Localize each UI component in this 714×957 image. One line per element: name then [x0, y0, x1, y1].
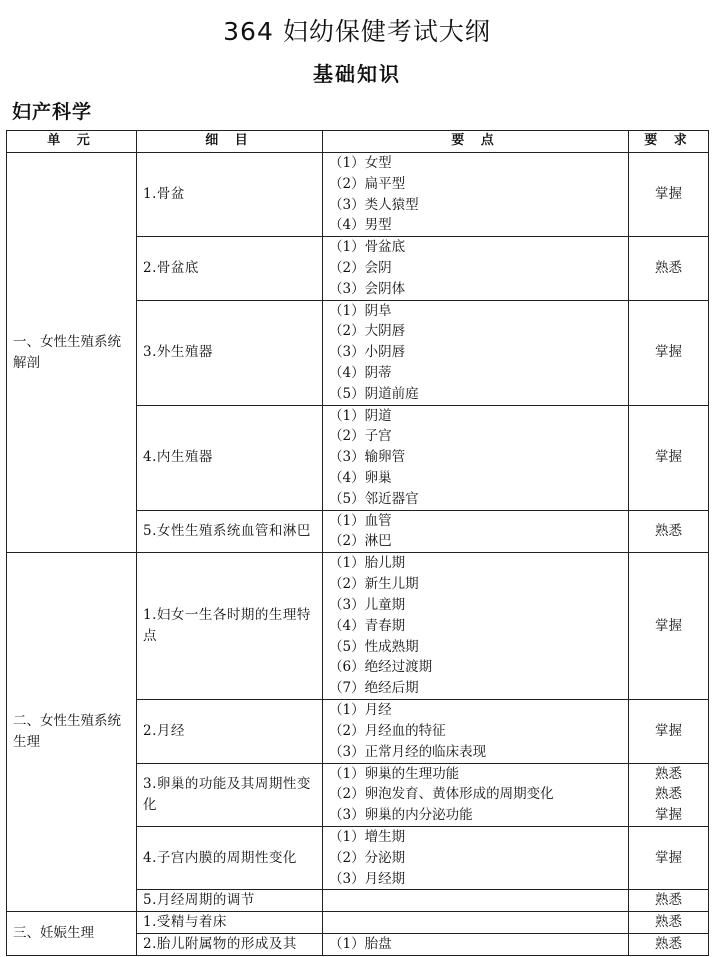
requirement-cell — [629, 826, 709, 889]
item-cell: 3.卵巢的功能及其周期性变化 — [137, 763, 323, 826]
section-title: 妇产科学 — [12, 101, 93, 123]
table-header-row — [7, 131, 709, 153]
points-cell — [323, 763, 629, 826]
requirement-cell — [629, 237, 709, 300]
points-cell — [323, 237, 629, 300]
requirement-level: 熟悉 — [655, 259, 682, 276]
point-line: （1）月经 — [329, 702, 392, 719]
table-row — [7, 912, 709, 934]
header-item: 细 目 — [137, 131, 323, 153]
requirement-cell — [629, 153, 709, 237]
point-line: （3）正常月经的临床表现 — [329, 743, 487, 760]
item-cell: 4.内生殖器 — [137, 405, 323, 510]
item-cell: 2.月经 — [137, 700, 323, 763]
point-line: （3）卵巢的内分泌功能 — [329, 807, 473, 824]
header-unit: 单 元 — [7, 131, 137, 153]
point-line: （4）阴蒂 — [329, 364, 392, 381]
points-cell — [323, 826, 629, 889]
syllabus-table — [6, 130, 709, 956]
header-points: 要 点 — [323, 131, 629, 153]
point-line: （2）卵泡发育、黄体形成的周期变化 — [329, 786, 554, 803]
item-cell: 2.骨盆底 — [137, 237, 323, 300]
requirement-level: 掌握 — [655, 617, 682, 634]
point-line: （1）血管 — [329, 512, 392, 529]
header-requirement: 要 求 — [629, 131, 709, 153]
point-line: （6）绝经过渡期 — [329, 659, 433, 676]
requirement-level: 掌握 — [655, 344, 682, 361]
table-row — [7, 553, 709, 700]
points-cell — [323, 933, 629, 955]
requirement-level: 掌握 — [655, 807, 682, 824]
unit-cell: 一、女性生殖系统解剖 — [7, 153, 137, 553]
points-cell — [323, 510, 629, 553]
points-cell — [323, 912, 629, 934]
point-line: （3）输卵管 — [329, 449, 406, 466]
syllabus-body — [7, 153, 709, 956]
requirement-level: 熟悉 — [655, 914, 682, 931]
requirement-level: 熟悉 — [655, 765, 682, 782]
points-cell — [323, 153, 629, 237]
table-row — [7, 153, 709, 237]
point-line: （3）会阴体 — [329, 280, 406, 297]
item-cell: 5.月经周期的调节 — [137, 890, 323, 912]
requirement-level: 熟悉 — [655, 522, 682, 539]
unit-cell: 三、妊娠生理 — [7, 912, 137, 956]
points-cell — [323, 890, 629, 912]
requirement-level: 掌握 — [655, 186, 682, 203]
point-line: （4）卵巢 — [329, 469, 392, 486]
point-line: （4）青春期 — [329, 617, 406, 634]
requirement-cell — [629, 300, 709, 405]
point-line: （1）卵巢的生理功能 — [329, 765, 460, 782]
points-cell — [323, 300, 629, 405]
unit-cell: 二、女性生殖系统生理 — [7, 553, 137, 912]
requirement-level: 熟悉 — [655, 935, 682, 952]
point-line: （2）分泌期 — [329, 849, 406, 866]
requirement-level: 掌握 — [655, 849, 682, 866]
point-line: （2）扁平型 — [329, 175, 406, 192]
item-cell: 1.骨盆 — [137, 153, 323, 237]
requirement-cell — [629, 933, 709, 955]
requirement-level: 熟悉 — [655, 786, 682, 803]
point-line: （1）女型 — [329, 155, 392, 171]
point-line: （5）性成熟期 — [329, 638, 419, 655]
points-cell — [323, 700, 629, 763]
item-cell: 5.女性生殖系统血管和淋巴 — [137, 510, 323, 553]
item-cell: 3.外生殖器 — [137, 300, 323, 405]
point-line: （3）小阴唇 — [329, 344, 406, 361]
requirement-cell — [629, 890, 709, 912]
point-line: （2）会阴 — [329, 259, 392, 276]
point-line: （3）类人猿型 — [329, 196, 419, 213]
item-cell: 1.受精与着床 — [137, 912, 323, 934]
point-line: （2）新生儿期 — [329, 576, 419, 593]
point-line: （1）阴阜 — [329, 302, 392, 319]
requirement-cell — [629, 700, 709, 763]
point-line: （1）阴道 — [329, 407, 392, 424]
point-line: （4）男型 — [329, 217, 392, 234]
requirement-cell — [629, 405, 709, 510]
requirement-cell — [629, 553, 709, 700]
point-line: （5）阴道前庭 — [329, 385, 419, 402]
point-line: （7）绝经后期 — [329, 680, 419, 697]
point-line: （5）邻近器官 — [329, 490, 419, 507]
point-line: （3）儿童期 — [329, 596, 406, 613]
point-line: （2）子宫 — [329, 428, 392, 445]
requirement-cell — [629, 763, 709, 826]
requirement-level: 掌握 — [655, 449, 682, 466]
document-title: 364 妇幼保健考试大纲 — [223, 17, 491, 46]
document-subtitle: 基础知识 — [313, 62, 401, 86]
requirement-level: 熟悉 — [655, 892, 682, 909]
point-line: （3）月经期 — [329, 870, 406, 887]
requirement-level: 掌握 — [655, 722, 682, 739]
item-cell: 1.妇女一生各时期的生理特点 — [137, 553, 323, 700]
item-cell: 4.子宫内膜的周期性变化 — [137, 826, 323, 889]
item-cell: 2.胎儿附属物的形成及其 — [137, 933, 323, 955]
point-line: （1）骨盆底 — [329, 239, 406, 256]
point-line: （1）胎儿期 — [329, 555, 406, 572]
requirement-cell — [629, 510, 709, 553]
point-line: （1）胎盘 — [329, 935, 392, 952]
requirement-cell — [629, 912, 709, 934]
point-line: （2）月经血的特征 — [329, 722, 446, 739]
point-line: （2）淋巴 — [329, 533, 392, 550]
point-line: （2）大阴唇 — [329, 323, 406, 340]
points-cell — [323, 553, 629, 700]
points-cell — [323, 405, 629, 510]
point-line: （1）增生期 — [329, 828, 406, 845]
